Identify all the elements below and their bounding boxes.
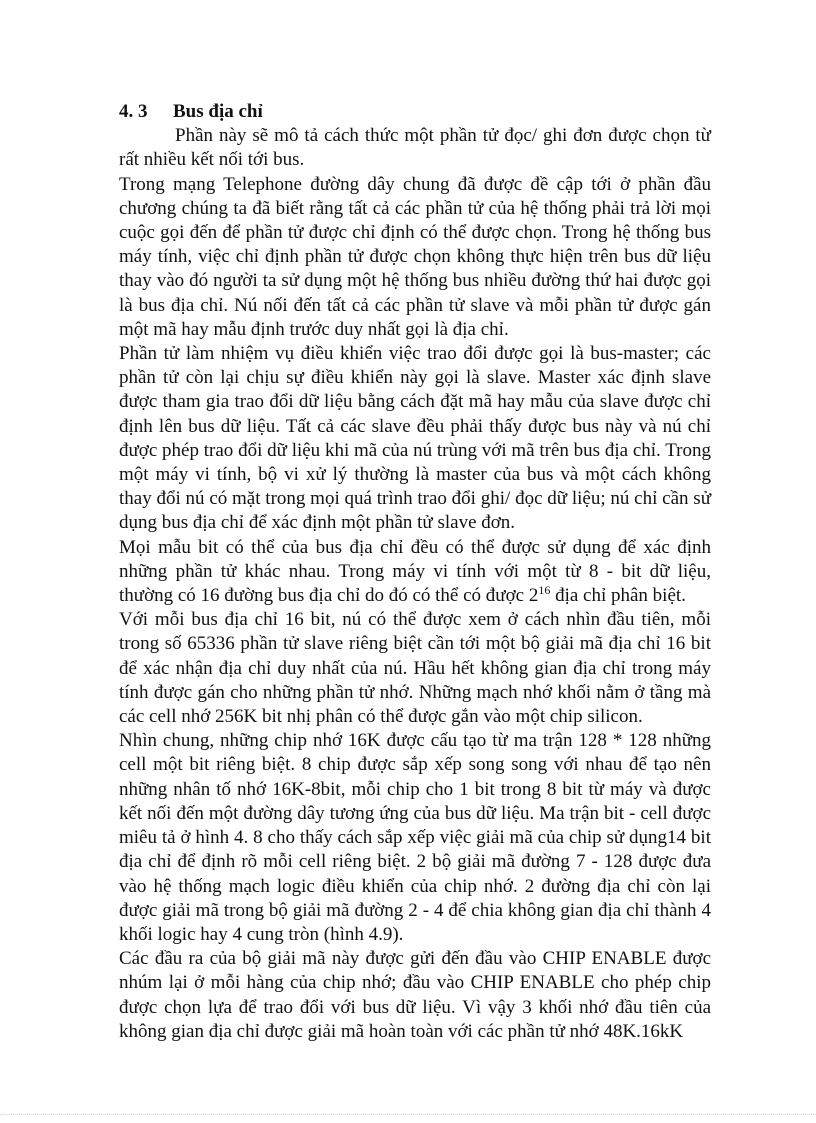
- paragraph-telephone: Trong mạng Telephone đường dây chung đã được đề cập tới ở phần đầu chương chúng ta đã biết rằng tất cả các phần tử của hệ thống phải trả lời mọi cuộc gọi đến để phần tử được chỉ định có thể được chọn. Trong hệ thống bus máy tính, việc chỉ định phần tử được chọn không thực hiện trên bus dữ liệu thay vào đó người ta sử dụng một hệ thống bus nhiều đường thứ hai được gọi là bus địa chỉ. Nú nối đến tất cả các phần tử slave và mỗi phần tử được gán một mã hay mẫu định trước duy nhất gọi là địa chỉ.: [119, 173, 711, 340]
- paragraph-bit-patterns-text: Mọi mẫu bit có thể của bus địa chỉ đều có thể được sử dụng để xác định những phần tử khác nhau. Trong máy vi tính với một từ 8 - bit dữ liệu, thường có 16 đường bus địa chỉ do đó có thể có được 2: [119, 536, 711, 607]
- paragraph-bit-patterns: [119, 536, 711, 609]
- page-bottom-border: [0, 1114, 816, 1115]
- document-body: [119, 100, 711, 1044]
- paragraph-bit-patterns-tail: địa chỉ phân biệt.: [550, 585, 686, 607]
- paragraph-memory-chips: Nhìn chung, những chip nhớ 16K được cấu tạo từ ma trận 128 * 128 những cell một bit riêng biệt. 8 chip được sắp xếp song song với nhau để tạo nên những nhân tố nhớ 16K-8bit, mỗi chip cho 1 bit trong 8 bit từ máy và được kết nối đến một đường dây tương ứng của bus dữ liệu. Ma trận bit - cell được miêu tả ở hình 4. 8 cho thấy cách sắp xếp việc giải mã của chip sử dụng14 bit địa chỉ để định rõ mỗi cell riêng biệt. 2 bộ giải mã đường 7 - 128 được đưa vào hệ thống mạch logic điều khiển của chip nhớ. 2 đường địa chỉ còn lại được giải mã trong bộ giải mã đường 2 - 4 để chia không gian địa chỉ thành 4 khối logic hay 4 cung tròn (hình 4.9).: [119, 730, 711, 945]
- section-number: 4. 3: [119, 101, 148, 122]
- section-title: Bus địa chỉ: [173, 101, 263, 122]
- paragraph-intro: Phần này sẽ mô tả cách thức một phần tử đọc/ ghi đơn được chọn từ rất nhiều kết nối tới bus.: [119, 125, 711, 171]
- paragraph-address-decoder: Với mỗi bus địa chỉ 16 bit, nú có thể được xem ở cách nhìn đầu tiên, mỗi trong số 65336 phần tử slave riêng biệt cần tới một bộ giải mã địa chỉ 16 bit để xác nhận địa chỉ duy nhất của nú. Hầu hết không gian địa chỉ trong máy tính được gán cho những phần tử nhớ. Những mạch nhớ khối nằm ở tầng mà các cell nhớ 256K bit nhị phân có thể được gắn vào một chip silicon.: [119, 609, 711, 728]
- exponent-superscript: 16: [538, 583, 551, 598]
- section-heading: [119, 100, 711, 124]
- paragraph-chip-enable: Các đầu ra của bộ giải mã này được gửi đến đầu vào CHIP ENABLE được nhúm lại ở mỗi hàng của chip nhớ; đầu vào CHIP ENABLE cho phép chip được chọn lựa để trao đổi với bus dữ liệu. Vì vậy 3 khối nhớ đầu tiên của không gian địa chỉ được giải mã hoàn toàn với các phần tử nhớ 48K.16kK: [119, 948, 711, 1042]
- paragraph-bus-master: Phần tử làm nhiệm vụ điều khiển việc trao đổi được gọi là bus-master; các phần tử còn lại chịu sự điều khiển này gọi là slave. Master xác định slave được tham gia trao đổi dữ liệu bằng cách đặt mã hay mẫu của slave được chỉ định lên bus dữ liệu. Tất cả các slave đều phải thấy được bus này và nú chỉ được phép trao đổi dữ liệu khi mã của nú trùng với mã trên bus địa chỉ. Trong một máy vi tính, bộ vi xử lý thường là master của bus và một cách không thay đổi nú có mặt trong mọi quá trình trao đổi ghi/ đọc dữ liệu; nú chỉ cần sử dụng bus địa chỉ để xác định một phần tử slave đơn.: [119, 343, 711, 534]
